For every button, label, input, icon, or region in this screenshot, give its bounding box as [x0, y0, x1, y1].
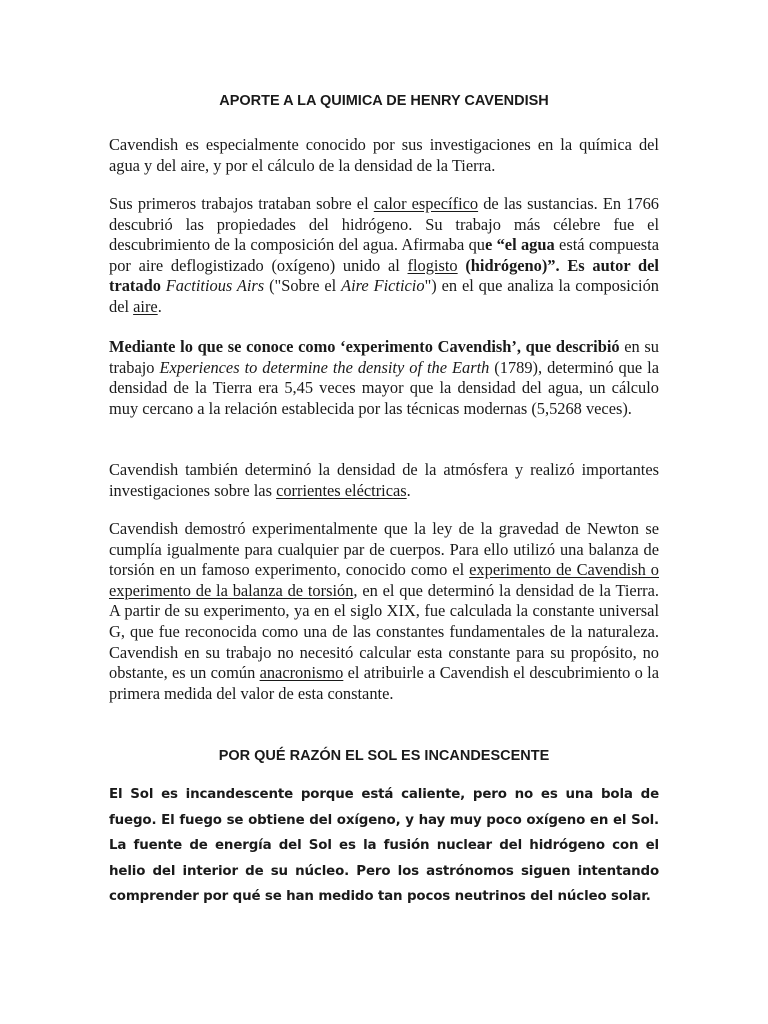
bold-segment: (hidrógeno)”. Es autor del tratado — [109, 255, 659, 296]
link-experimento-cavendish[interactable]: experimento de Cavendish o experimento de la balanza de torsión — [109, 560, 659, 600]
text-segment: ("Sobre el — [264, 276, 342, 296]
paragraph-sol: El Sol es incandescente porque está caliente, pero no es una bola de fuego. El fuego se obtiene del oxígeno, y hay muy poco oxígeno en el Sol. La fuente de energía del Sol es la fusión nuclear del hidrógeno con el helio del interior de su núcleo. Pero los astrónomos siguen intentando comprender por qué se han medido tan pocos neutrinos del núcleo solar. — [109, 787, 659, 904]
text-segment: Cavendish demostró experimentalmente que la ley de la gravedad de Newton se cumplía igualmente para cualquier par de cuerpos. Para ello utilizó una balanza de torsión en un famoso experimento, conocido como el — [109, 519, 659, 580]
link-calor-especifico[interactable]: calor específico — [373, 194, 479, 213]
link-corrientes-electricas[interactable]: corrientes eléctricas — [276, 480, 407, 500]
text-segment: , en el que determinó la densidad de la Tierra. A partir de su experimento, ya en el siglo XIX, fue calculada la constante universal G, que fue reconocida como una de las constantes fundamentales de la naturaleza. Cavendish en su trabajo no necesitó calcular esta constante para su propósito, no obstante, es un común — [109, 580, 659, 683]
link-anacronismo[interactable]: anacronismo — [259, 663, 344, 683]
paragraph-gravity — [109, 519, 659, 704]
link-aire[interactable]: aire — [133, 296, 158, 316]
link-flogisto[interactable]: flogisto — [407, 255, 458, 275]
text-segment: . — [406, 480, 411, 500]
text-segment: en su trabajo — [109, 337, 660, 377]
italic-segment: Experiences to determine the density of the Earth — [159, 357, 490, 377]
text-segment: (1789), determinó que la densidad de la Tierra era 5,45 veces mayor que la densidad del agua, un cálculo muy cercano a la relación establecida por las técnicas modernas (5,5268 veces). — [109, 357, 660, 418]
italic-segment: Factitious Airs — [165, 276, 265, 296]
paragraph-early-work — [109, 194, 659, 318]
text-segment: de las sustancias. En 1766 descubrió las propiedades del hidrógeno. Su trabajo más célebre fue el descubrimiento de la composición del agua. Afirmaba qu — [109, 194, 659, 255]
bold-segment: Mediante lo que se conoce como ‘experimento Cavendish’, que describió — [109, 337, 620, 356]
text-segment: está compuesta por aire deflogistizado (oxígeno) unido al — [109, 235, 659, 275]
text-segment: Sus primeros trabajos trataban sobre el — [109, 194, 374, 213]
text-segment: . — [157, 296, 162, 316]
section-title-sol: POR QUÉ RAZÓN EL SOL ES INCANDESCENTE — [218, 748, 550, 764]
paragraph-intro: Cavendish es especialmente conocido por sus investigaciones en la química del agua y del aire, y por el cálculo de la densidad de la Tierra. — [109, 135, 659, 175]
paragraph-atmosphere — [109, 460, 659, 501]
section-title-cavendish: APORTE A LA QUIMICA DE HENRY CAVENDISH — [219, 93, 549, 109]
bold-segment: e “el agua — [484, 235, 555, 255]
text-segment: ") en el que analiza la composición del — [109, 276, 660, 316]
text-segment: Cavendish también determinó la densidad de la atmósfera y realizó importantes investigaciones sobre las — [109, 460, 659, 500]
italic-segment: Aire Ficticio — [341, 276, 425, 296]
text-segment: el atribuirle a Cavendish el descubrimiento o la primera medida del valor de esta constante. — [109, 663, 659, 703]
paragraph-experiment — [109, 337, 659, 419]
